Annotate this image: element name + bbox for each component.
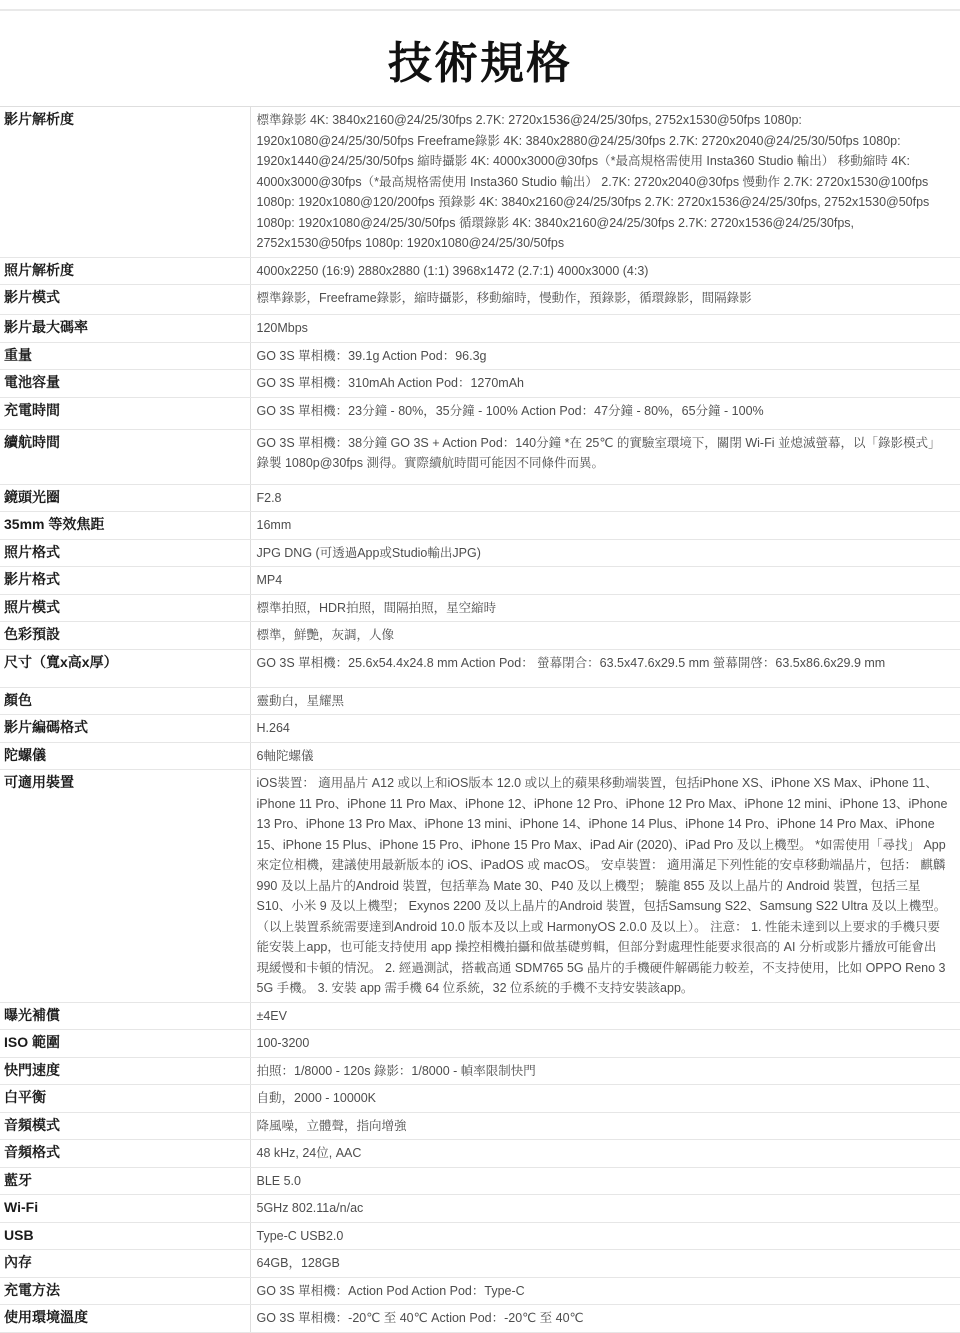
page-title: 技術規格: [388, 39, 572, 88]
row-colors: [0, 687, 960, 715]
spec-label: 電池容量: [0, 370, 250, 398]
spec-value: 靈動白，星耀黑: [250, 687, 960, 715]
spec-value: F2.8: [250, 484, 960, 512]
row-exposure-compensation: [0, 1002, 960, 1030]
spec-value: JPG DNG (可透過App或Studio輸出JPG): [250, 539, 960, 567]
spec-label: 快門速度: [0, 1057, 250, 1085]
spec-label: 影片模式: [0, 285, 250, 315]
spec-label: 續航時間: [0, 429, 250, 484]
spec-value: GO 3S 單相機：-20℃ 至 40℃ Action Pod：-20℃ 至 40℃: [250, 1305, 960, 1333]
row-photo-format: [0, 539, 960, 567]
spec-label: 顏色: [0, 687, 250, 715]
spec-value: GO 3S 單相機：310mAh Action Pod：1270mAh: [250, 370, 960, 398]
spec-value: 標準錄影 4K: 3840x2160@24/25/30fps 2.7K: 2720x1536@24/25/30fps, 2752x1530@50fps 1080p: 1920x1080@24/25/30/50fps Freeframe錄影 4K: 3840x2880@24/25/30fps 2.7K: 2720x2040@24/25/30/50fps 1080p: 1920x1440@24/25/30/50fps 縮時攝影 4K: 4000x3000@30fps（*最高規格需使用 Insta360 Studio 輸出） 移動縮時 4K: 4000x3000@30fps（*最高規格需使用 Insta360 Studio 輸出） 2.7K: 2720x2040@30fps 慢動作 2.7K: 2720x1530@100fps 1080p: 1920x1080@120/200fps 預錄影 4K: 3840x2160@24/25/30fps 2.7K: 2720x1536@24/25/30fps, 2752x1530@50fps 1080p: 1920x1080@24/25/30/50fps 循環錄影 4K: 3840x2160@24/25/30fps 2.7K: 2720x1536@24/25/30fps, 2752x1530@50fps 1080p: 1920x1080@24/25/30/50fps: [250, 107, 960, 258]
spec-label: 影片編碼格式: [0, 715, 250, 743]
row-weight: [0, 342, 960, 370]
row-audio-format: [0, 1140, 960, 1168]
spec-value: MP4: [250, 567, 960, 595]
row-aperture: [0, 484, 960, 512]
spec-value: BLE 5.0: [250, 1167, 960, 1195]
row-operating-temperature: [0, 1305, 960, 1333]
spec-label: Wi-Fi: [0, 1195, 250, 1223]
spec-value: 5GHz 802.11a/n/ac: [250, 1195, 960, 1223]
spec-label: 影片格式: [0, 567, 250, 595]
row-dimensions: [0, 649, 960, 687]
spec-value: 4000x2250 (16:9) 2880x2880 (1:1) 3968x1472 (2.7:1) 4000x3000 (4:3): [250, 257, 960, 285]
spec-label: 音頻模式: [0, 1112, 250, 1140]
spec-label: 音頻格式: [0, 1140, 250, 1168]
spec-value: 降風噪，立體聲，指向增強: [250, 1112, 960, 1140]
row-gyroscope: [0, 742, 960, 770]
spec-label: 35mm 等效焦距: [0, 512, 250, 540]
spec-label: 陀螺儀: [0, 742, 250, 770]
row-video-resolution: [0, 107, 960, 258]
spec-label: 鏡頭光圈: [0, 484, 250, 512]
spec-label: 充電時間: [0, 397, 250, 429]
spec-value: iOS裝置： 適用晶片 A12 或以上和iOS版本 12.0 或以上的蘋果移動端裝置，包括iPhone XS、iPhone XS Max、iPhone 11、iPhone 11 Pro、iPhone 11 Pro Max、iPhone 12、iPhone 12 Pro、iPhone 12 Pro Max、iPhone 12 mini、iPhone 13、iPhone 13 Pro、iPhone 13 Pro Max、iPhone 13 mini、iPhone 14、iPhone 14 Plus、iPhone 14 Pro、iPhone 14 Pro Max、iPhone 15、iPhone 15 Plus、iPhone 15 Pro、iPhone 15 Pro Max、iPad Air (2020)、iPad Pro 及以上機型。 *如需使用「尋找」 App 來定位相機，建議使用最新版本的 iOS、iPadOS 或 macOS。 安卓裝置： 適用滿足下列性能的安卓移動端晶片，包括： 麒麟 990 及以上晶片的Android 裝置，包括華為 Mate 30、P40 及以上機型； 驍龍 855 及以上晶片的 Android 裝置，包括三星 S10、小米 9 及以上機型； Exynos 2200 及以上晶片的Android 裝置，包括Samsung S22、Samsung S22 Ultra 及以上機型。（以上裝置系統需要達到Android 10.0 版本及以上或 HarmonyOS 2.0.0 及以上）。 注意： 1. 性能未達到以上要求的手機只要能安裝上app，也可能支持使用 app 操控相機拍攝和做基礎剪輯，但部分對處理性能要求很高的 AI 分析或影片播放可能會出現緩慢和卡頓的情況。 2. 經過測試，搭載高通 SDM765 5G 晶片的手機硬件解碼能力較差，不支持使用，比如 OPPO Reno 3 5G 手機。 3. 安裝 app 需手機 64 位系統，32 位系統的手機不支持安裝該app。: [250, 770, 960, 1003]
top-divider: [0, 9, 960, 11]
spec-label: 內存: [0, 1250, 250, 1278]
spec-label: 照片格式: [0, 539, 250, 567]
spec-value: 16mm: [250, 512, 960, 540]
spec-label: 影片最大碼率: [0, 315, 250, 343]
row-storage: [0, 1250, 960, 1278]
row-battery-capacity: [0, 370, 960, 398]
spec-value: 標準錄影，Freeframe錄影，縮時攝影，移動縮時，慢動作，預錄影，循環錄影，間隔錄影: [250, 285, 960, 315]
spec-label: 可適用裝置: [0, 770, 250, 1003]
spec-value: 48 kHz, 24位, AAC: [250, 1140, 960, 1168]
row-video-modes: [0, 285, 960, 315]
spec-label: 尺寸（寬x高x厚）: [0, 649, 250, 687]
spec-value: Type-C USB2.0: [250, 1222, 960, 1250]
spec-label: 曝光補償: [0, 1002, 250, 1030]
row-video-codec: [0, 715, 960, 743]
spec-label: 使用環境溫度: [0, 1305, 250, 1333]
spec-value: GO 3S 單相機：Action Pod Action Pod：Type-C: [250, 1277, 960, 1305]
spec-value: 拍照：1/8000 - 120s 錄影：1/8000 - 幀率限制快門: [250, 1057, 960, 1085]
row-photo-modes: [0, 594, 960, 622]
row-photo-resolution: [0, 257, 960, 285]
row-bluetooth: [0, 1167, 960, 1195]
row-run-time: [0, 429, 960, 484]
spec-value: 6軸陀螺儀: [250, 742, 960, 770]
row-shutter-speed: [0, 1057, 960, 1085]
spec-label: 白平衡: [0, 1085, 250, 1113]
spec-label: 藍牙: [0, 1167, 250, 1195]
spec-value: 100-3200: [250, 1030, 960, 1058]
spec-value: 自動，2000 - 10000K: [250, 1085, 960, 1113]
spec-table: [0, 106, 960, 1333]
row-wifi: [0, 1195, 960, 1223]
spec-value: GO 3S 單相機：38分鐘 GO 3S + Action Pod：140分鐘 *在 25℃ 的實驗室環境下，關閉 Wi-Fi 並熄滅螢幕，以「錄影模式」錄製 1080p@30fps 測得。實際續航時間可能因不同條件而異。: [250, 429, 960, 484]
spec-value: 標準，鮮艷，灰調，人像: [250, 622, 960, 650]
spec-value: GO 3S 單相機：39.1g Action Pod：96.3g: [250, 342, 960, 370]
spec-label: ISO 範圍: [0, 1030, 250, 1058]
spec-value: H.264: [250, 715, 960, 743]
row-iso-range: [0, 1030, 960, 1058]
row-color-presets: [0, 622, 960, 650]
spec-label: 重量: [0, 342, 250, 370]
spec-label: 色彩預設: [0, 622, 250, 650]
row-compatible-devices: [0, 770, 960, 1003]
spec-value: ±4EV: [250, 1002, 960, 1030]
row-charging-time: [0, 397, 960, 429]
spec-label: USB: [0, 1222, 250, 1250]
row-white-balance: [0, 1085, 960, 1113]
row-focal-length: [0, 512, 960, 540]
spec-label: 照片解析度: [0, 257, 250, 285]
row-video-format: [0, 567, 960, 595]
spec-value: GO 3S 單相機：25.6x54.4x24.8 mm Action Pod： 螢幕閉合：63.5x47.6x29.5 mm 螢幕開啓：63.5x86.6x29.9 mm: [250, 649, 960, 687]
row-charging-method: [0, 1277, 960, 1305]
spec-value: 64GB，128GB: [250, 1250, 960, 1278]
spec-label: 影片解析度: [0, 107, 250, 258]
row-usb: [0, 1222, 960, 1250]
row-max-bitrate: [0, 315, 960, 343]
spec-value: 120Mbps: [250, 315, 960, 343]
spec-value: 標準拍照，HDR拍照，間隔拍照，星空縮時: [250, 594, 960, 622]
spec-label: 充電方法: [0, 1277, 250, 1305]
row-audio-modes: [0, 1112, 960, 1140]
spec-value: GO 3S 單相機：23分鐘 - 80%，35分鐘 - 100% Action Pod：47分鐘 - 80%，65分鐘 - 100%: [250, 397, 960, 429]
spec-label: 照片模式: [0, 594, 250, 622]
